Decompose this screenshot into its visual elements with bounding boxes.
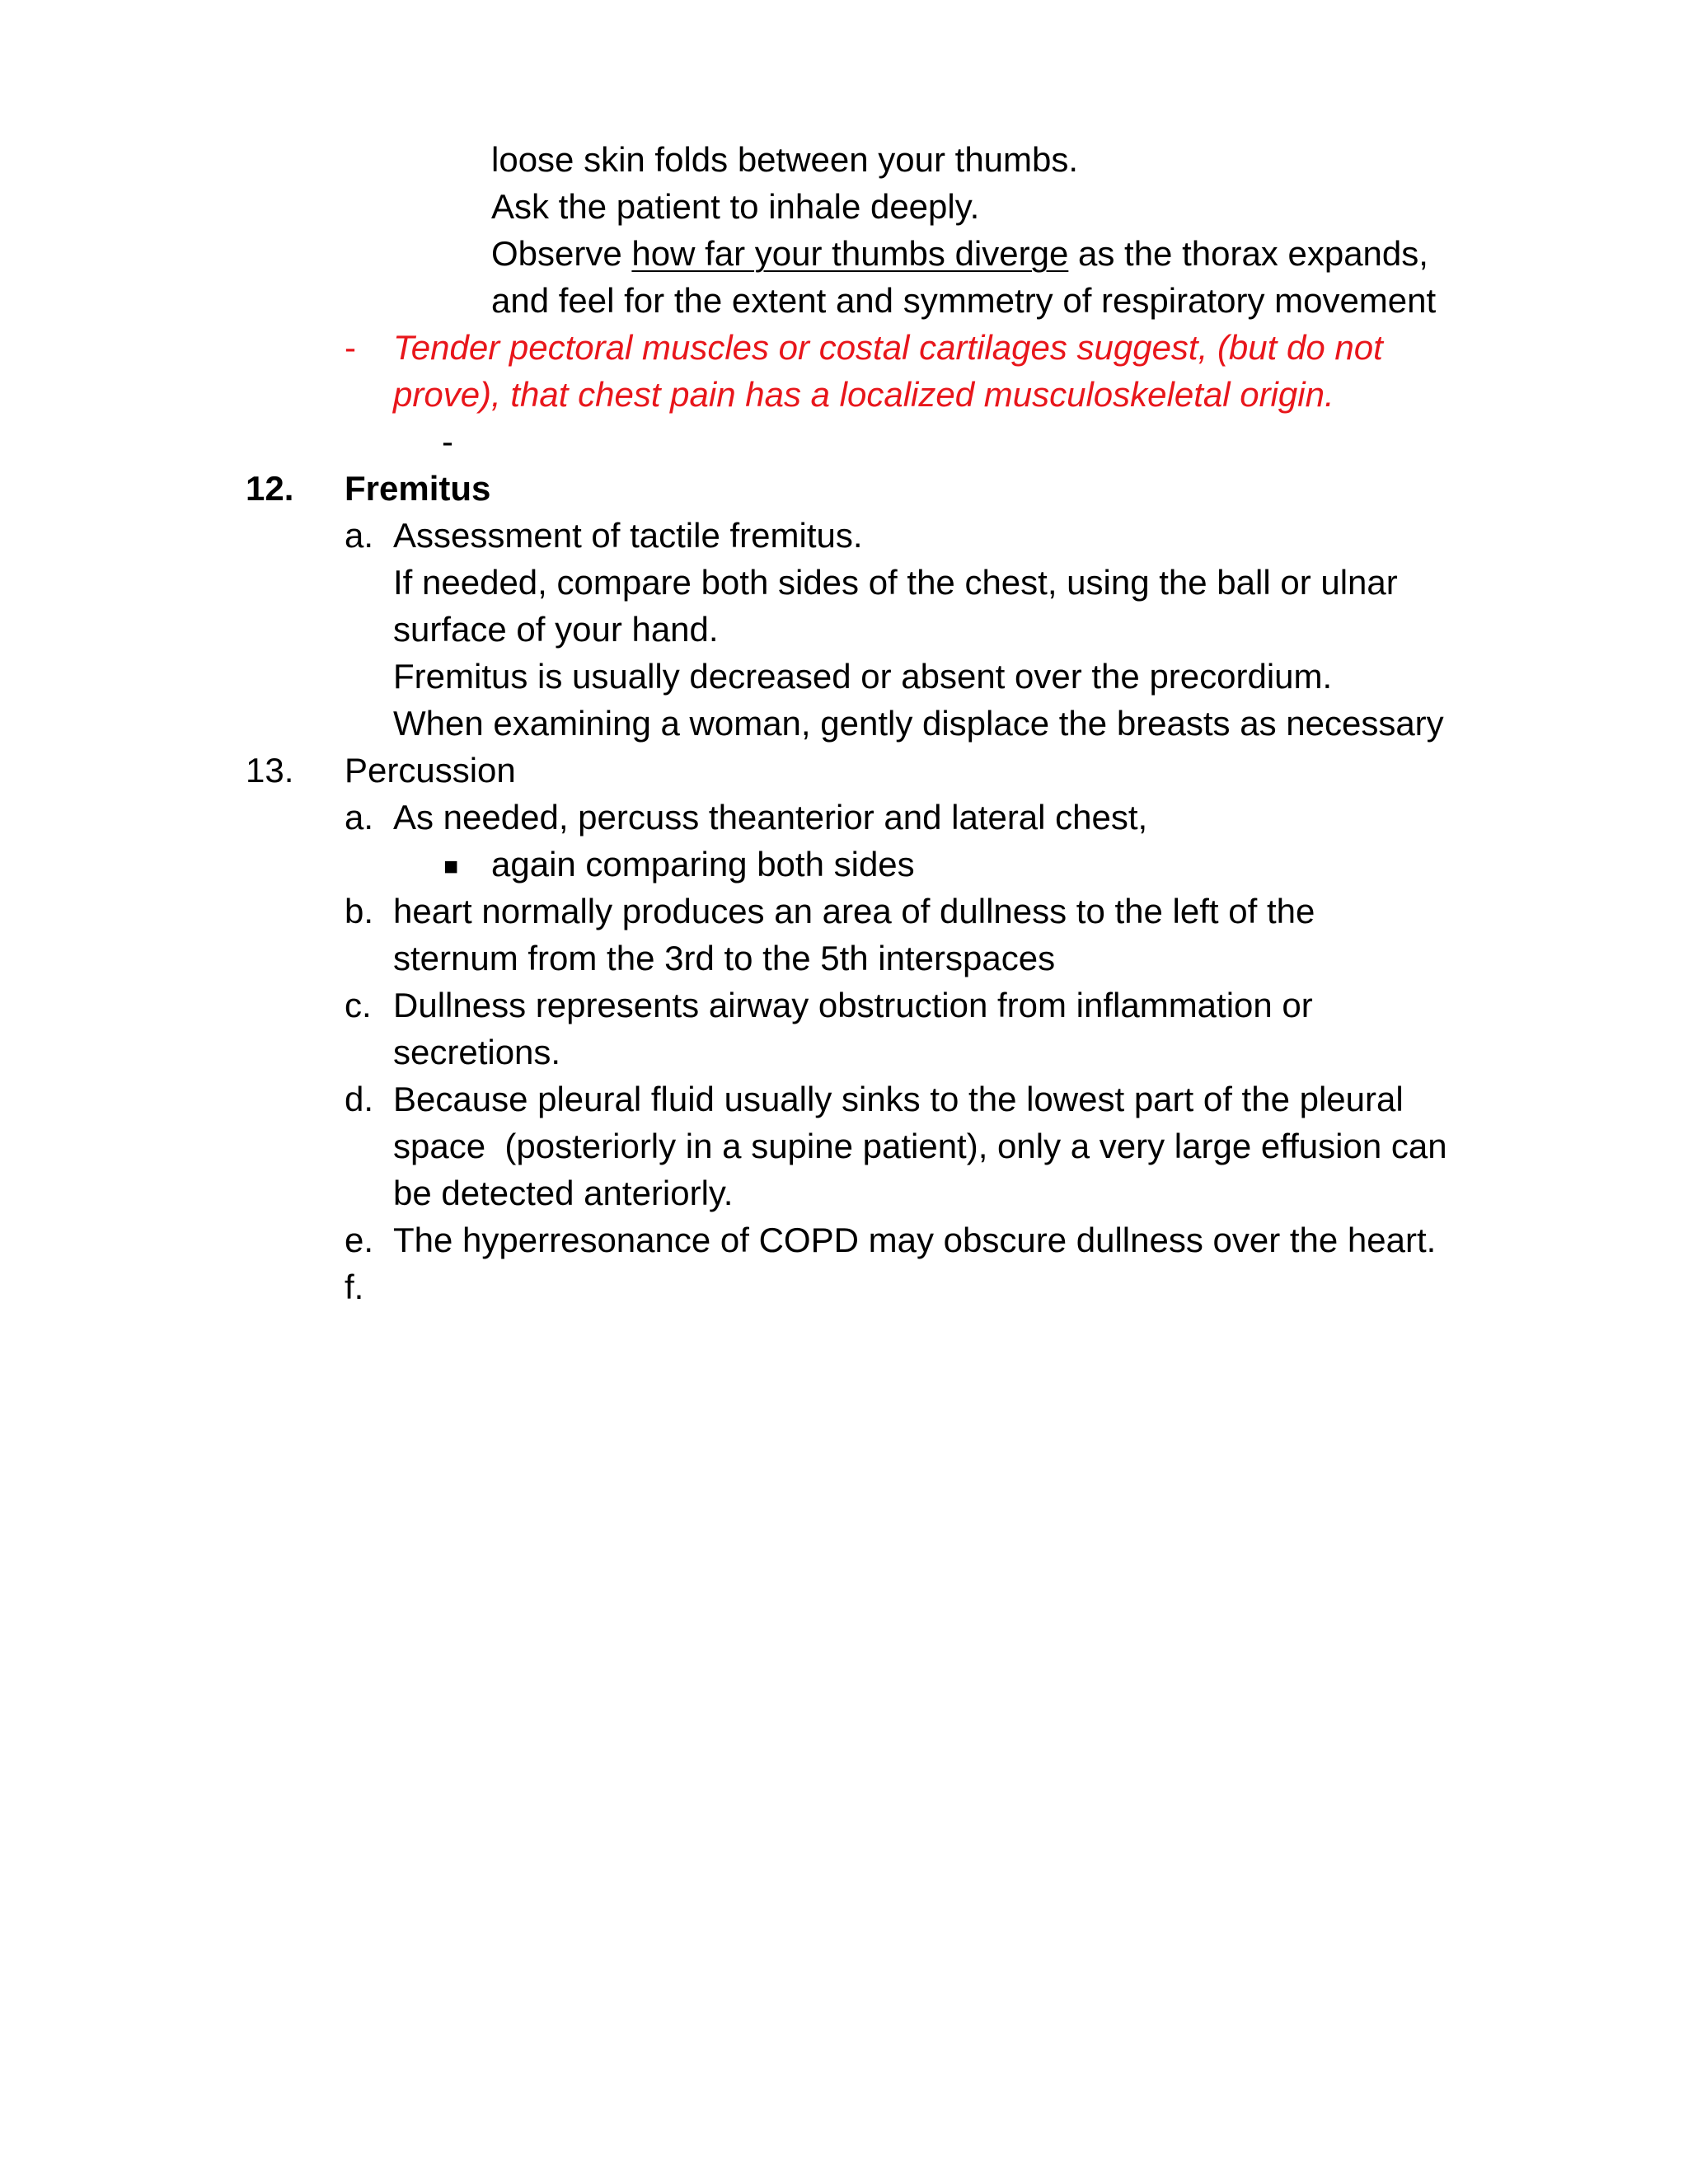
list-dash-marker: - — [442, 422, 453, 461]
red-note-line: prove), that chest pain has a localized musculoskeletal origin. — [393, 375, 1334, 414]
sub-list-item: again comparing both sides — [491, 845, 915, 883]
list-marker: a. — [345, 516, 374, 555]
list-item-line: If needed, compare both sides of the chest, using the ball or ulnar — [393, 563, 1398, 602]
text-line: Ask the patient to inhale deeply. — [491, 187, 980, 226]
section-title: Percussion — [345, 751, 516, 790]
list-item-line: Assessment of tactile fremitus. — [393, 516, 863, 555]
square-bullet-icon: ■ — [443, 853, 459, 881]
list-marker: d. — [345, 1080, 374, 1118]
text-segment: as the thorax expands, — [1068, 234, 1428, 273]
list-marker: f. — [345, 1268, 364, 1306]
section-title: Fremitus — [345, 469, 491, 508]
list-item-line: As needed, percuss theanterior and lateral chest, — [393, 798, 1148, 837]
list-marker: e. — [345, 1221, 374, 1259]
red-note-line: Tender pectoral muscles or costal cartilages suggest, (but do not — [393, 328, 1383, 367]
list-item-line: When examining a woman, gently displace the breasts as necessary — [393, 704, 1444, 743]
text-line: loose skin folds between your thumbs. — [491, 140, 1079, 179]
list-item-line: Dullness represents airway obstruction from inflammation or — [393, 986, 1313, 1024]
list-item-line: heart normally produces an area of dullness to the left of the — [393, 892, 1315, 930]
list-item-line: space (posteriorly in a supine patient), only a very large effusion can — [393, 1127, 1447, 1165]
list-marker: b. — [345, 892, 374, 930]
text-segment: Observe — [491, 234, 632, 273]
list-item-line: be detected anteriorly. — [393, 1174, 734, 1212]
list-item-line: Because pleural fluid usually sinks to the lowest part of the pleural — [393, 1080, 1404, 1118]
list-item-line: surface of your hand. — [393, 610, 719, 649]
section-number: 12. — [246, 469, 294, 508]
list-item-line: sternum from the 3rd to the 5th interspaces — [393, 939, 1056, 977]
text-line: and feel for the extent and symmetry of respiratory movement — [491, 281, 1437, 320]
list-marker: a. — [345, 798, 374, 837]
list-marker: c. — [345, 986, 372, 1024]
list-item-line: secretions. — [393, 1033, 561, 1071]
text-line — [491, 230, 1428, 277]
list-item-line: Fremitus is usually decreased or absent over the precordium. — [393, 657, 1333, 696]
list-dash-marker: - — [345, 328, 356, 367]
section-number: 13. — [246, 751, 294, 790]
list-item-line: The hyperresonance of COPD may obscure dullness over the heart. — [393, 1221, 1437, 1259]
underlined-text: how far your thumbs diverge — [631, 234, 1069, 273]
